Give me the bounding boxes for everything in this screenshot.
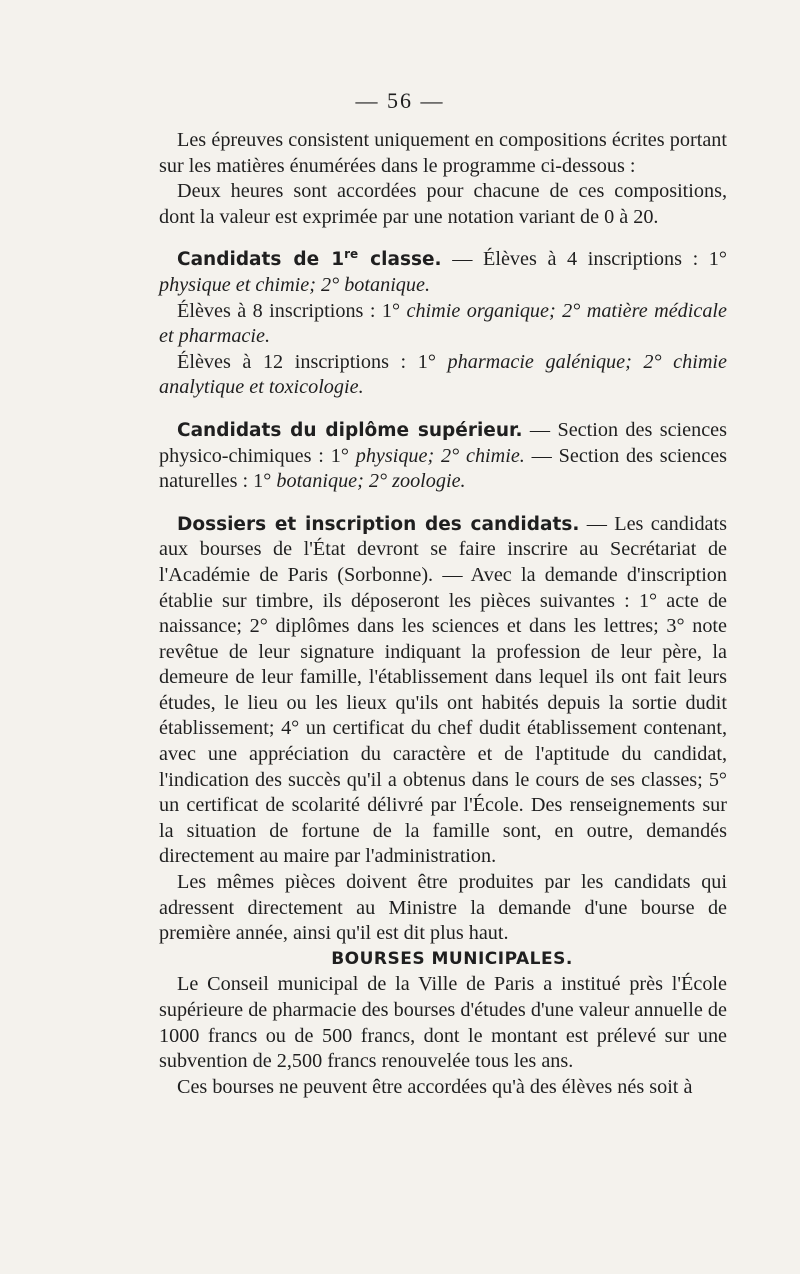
line-italic: physique; 2° chimie. xyxy=(355,444,525,467)
dossiers-heading: Dossiers et inscription des candidats. xyxy=(177,513,580,535)
line-italic: chimie organique; 2° matière médicale et pharmacie. xyxy=(159,299,727,348)
line-italic: physique et chimie; 2° botanique. xyxy=(159,273,431,296)
bourses-paragraph-2: Ces bourses ne peuvent être accordées qu'à des élèves nés soit à xyxy=(177,1075,693,1098)
heading-part: Candidats de 1 xyxy=(177,249,345,271)
section-title: BOURSES MUNICIPALES. xyxy=(331,948,573,969)
body-text xyxy=(159,128,727,1100)
line-text: Élèves à 12 inscriptions : 1° xyxy=(177,350,448,373)
intro-paragraph-2: Deux heures sont accordées pour chacune de ces compositions, dont la valeur est exprimée par une notation variant de 0 à 20. xyxy=(159,180,727,228)
superieur-paragraph xyxy=(159,418,727,495)
line-text: — Élèves à 4 inscriptions : 1° xyxy=(441,248,727,271)
line-text: — Section des sciences physico-chimiques : 1° xyxy=(159,418,727,467)
superieur-heading: Candidats du diplôme supérieur. xyxy=(177,419,523,441)
line-italic: pharmacie galénique; 2° chimie analytique et toxicologie. xyxy=(159,350,727,399)
eleves-12-paragraph xyxy=(159,350,727,401)
intro-paragraph-1: Les épreuves consistent uniquement en compositions écrites portant sur les matières énumérées dans le programme ci-dessous : xyxy=(159,129,727,177)
premiere-classe-paragraph xyxy=(159,247,727,298)
dossiers-paragraph-2: Les mêmes pièces doivent être produites par les candidats qui adressent directement au Ministre la demande d'une bourse de première année, ainsi qu'il est dit plus haut. xyxy=(159,871,727,945)
bourses-paragraph-1: Le Conseil municipal de la Ville de Paris a institué près l'École supérieure de pharmacie des bourses d'études d'une valeur annuelle de 1000 francs ou de 500 francs, dont le montant est prélevé sur une subvention de 2,500 francs renouvelée tous les ans. xyxy=(159,973,727,1073)
dossiers-paragraph xyxy=(159,512,727,870)
eleves-8-paragraph xyxy=(159,299,727,350)
dossiers-text: — Les candidats aux bourses de l'État devront se faire inscrire au Secrétariat de l'Académie de Paris (Sorbonne). — Avec la demande d'inscription établie sur timbre, ils déposeront les pièces suivantes : 1° acte de naissance; 2° diplômes dans les sciences et dans les lettres; 3° note revêtue de leur signature indiquant la profession de leur père, la demeure de leur famille, l'établissement dans lequel ils ont fait leurs études, le lieu ou les lieux qu'ils ont habités depuis la sortie dudit établissement; 4° un certificat du chef dudit établissement contenant, avec une appréciation du caractère et de l'aptitude du candidat, l'indication des succès qu'il a obtenus dans le cours de ses classes; 5° un certificat de scolarité délivré par l'École. Des renseignements sur la situation de fortune de la famille sont, en outre, demandés directement au maire par l'administration. xyxy=(159,512,727,868)
heading-part: classe. xyxy=(358,249,442,271)
line-text: — Section des sciences naturelles : 1° xyxy=(159,444,728,493)
page-number: — 56 — xyxy=(355,88,445,113)
premiere-classe-heading xyxy=(177,249,442,270)
heading-superscript: re xyxy=(344,247,359,262)
line-italic: botanique; 2° zoologie. xyxy=(276,470,466,493)
line-text: Élèves à 8 inscriptions : 1° xyxy=(177,299,407,322)
